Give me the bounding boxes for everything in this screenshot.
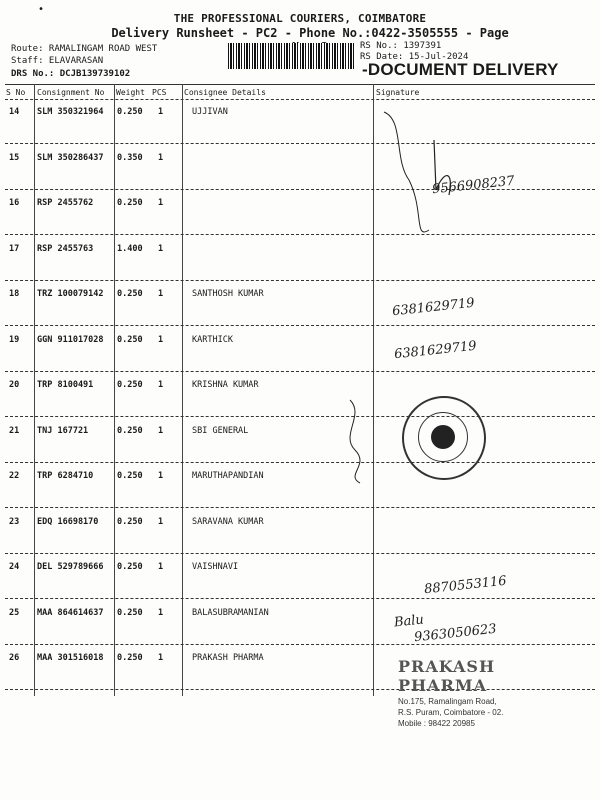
row-sno: 19 (9, 334, 20, 345)
table-row (0, 426, 600, 471)
row-consignment: GGN 911017028 (37, 334, 104, 345)
header-rule-bottom (5, 99, 595, 100)
row-consignee: VAISHNAVI (192, 562, 239, 572)
runsheet-title: Delivery Runsheet - PC2 - Phone No.:0422-3505555 - Page (111, 26, 509, 40)
row-divider (5, 325, 595, 326)
row-consignment: EDQ 16698170 (37, 516, 99, 527)
row-consignee: SANTHOSH KUMAR (192, 289, 264, 299)
row-divider (5, 598, 595, 599)
row-pcs: 1 (158, 152, 164, 163)
row-pcs: 1 (158, 334, 164, 345)
col-signature: Signature (376, 88, 420, 97)
row-weight: 0.250 (117, 425, 143, 436)
row-sno: 14 (9, 107, 20, 117)
row-consignment: MAA 864614637 (37, 607, 104, 618)
consignee-stamp (398, 657, 558, 728)
table-row (0, 471, 600, 516)
row-sno: 23 (9, 516, 20, 527)
row-weight: 0.250 (117, 107, 143, 117)
header-rule-top (5, 84, 595, 85)
row-divider (5, 416, 595, 417)
row-consignee: KARTHICK (192, 334, 233, 345)
row-sno: 20 (9, 380, 20, 390)
row-consignee: MARUTHAPANDIAN (192, 471, 264, 481)
row-pcs: 1 (158, 471, 164, 481)
row-consignment: RSP 2455763 (37, 243, 94, 254)
barcode (228, 43, 356, 69)
row-consignment: SLM 350286437 (37, 152, 104, 163)
row-consignment: MAA 301516018 (37, 653, 104, 663)
row-pcs: 1 (158, 653, 164, 663)
row-pcs: 1 (158, 425, 164, 436)
col-pcs: PCS (152, 88, 167, 97)
row-consignee: SBI GENERAL (192, 425, 249, 436)
row-sno: 21 (9, 425, 20, 436)
row-sno: 17 (9, 243, 20, 254)
row-sno: 15 (9, 152, 20, 163)
handwritten-phone: 6381629719 (393, 338, 478, 363)
row-weight: 0.250 (117, 653, 143, 663)
row-divider (5, 234, 595, 235)
col-consignment: Consignment No (37, 88, 105, 97)
row-consignee: UJJIVAN (192, 107, 228, 117)
row-divider (5, 507, 595, 508)
row-divider (5, 644, 595, 645)
table-row (0, 608, 600, 653)
row-weight: 0.250 (117, 607, 143, 618)
row-consignee: BALASUBRAMANIAN (192, 607, 269, 618)
row-pcs: 1 (158, 607, 164, 618)
row-pcs: 1 (158, 516, 164, 527)
row-divider (5, 280, 595, 281)
row-consignment: TRZ 100079142 (37, 289, 104, 299)
seal-inner-ring (418, 412, 468, 462)
row-weight: 0.250 (117, 198, 143, 208)
row-pcs: 1 (158, 243, 164, 254)
drs-label: DRS No.: DCJB139739102 (11, 69, 131, 79)
company-title: THE PROFESSIONAL COURIERS, COIMBATORE (173, 12, 427, 25)
row-consignment: RSP 2455762 (37, 198, 94, 208)
route-label: Route: RAMALINGAM ROAD WEST (11, 44, 158, 54)
row-consignee: SARAVANA KUMAR (192, 516, 264, 527)
row-consignment: TRP 6284710 (37, 471, 94, 481)
table-row (0, 244, 600, 289)
stamp-city: R.S. Puram, Coimbatore - 02. (398, 708, 504, 717)
row-pcs: 1 (158, 380, 164, 390)
staff-label: Staff: ELAVARASAN (11, 56, 104, 66)
row-sno: 16 (9, 198, 20, 208)
row-weight: 0.250 (117, 516, 143, 527)
handwritten-phone: 8870553116 (423, 573, 508, 598)
row-consignment: TNJ 167721 (37, 425, 89, 436)
table-row (0, 289, 600, 334)
row-weight: 0.250 (117, 380, 143, 390)
row-divider (5, 553, 595, 554)
table-header (0, 86, 600, 100)
seal-emblem (431, 425, 455, 449)
row-weight: 0.250 (117, 289, 143, 299)
table-row (0, 562, 600, 607)
col-sno: S No (6, 88, 26, 97)
col-weight: Weight (116, 88, 145, 97)
company-seal (402, 396, 486, 480)
table-row (0, 107, 600, 152)
table-row (0, 198, 600, 243)
row-sno: 24 (9, 562, 20, 572)
row-pcs: 1 (158, 562, 164, 572)
row-weight: 0.250 (117, 562, 143, 572)
row-weight: 0.250 (117, 334, 143, 345)
row-weight: 1.400 (117, 243, 143, 254)
row-pcs: 1 (158, 107, 164, 117)
stamp-mobile: Mobile : 98422 20985 (398, 719, 475, 728)
row-weight: 0.250 (117, 471, 143, 481)
handwritten-phone: 9363050623 (413, 621, 498, 646)
col-consignee: Consignee Details (184, 88, 266, 97)
stamp-address: No.175, Ramalingam Road, (398, 697, 497, 706)
rs-date: RS Date: 15-Jul-2024 (360, 52, 469, 62)
table-row (0, 335, 600, 380)
corner-mark: • (38, 4, 45, 15)
signature-scribble (374, 100, 484, 250)
handwritten-phone: 6381629719 (391, 295, 476, 320)
signature-scribble (330, 395, 390, 485)
rs-number: RS No.: 1397391 (360, 41, 442, 51)
row-pcs: 1 (158, 289, 164, 299)
row-consignment: DEL 529789666 (37, 562, 104, 572)
row-weight: 0.350 (117, 152, 143, 163)
row-divider (5, 462, 595, 463)
handwritten-name: Balu (393, 612, 425, 631)
row-consignment: TRP 8100491 (37, 380, 94, 390)
stamp-name: PRAKASH PHARMA (398, 657, 496, 695)
row-consignee: KRISHNA KUMAR (192, 380, 259, 390)
row-sno: 25 (9, 607, 20, 618)
table-row (0, 517, 600, 562)
row-consignment: SLM 350321964 (37, 107, 104, 117)
row-pcs: 1 (158, 198, 164, 208)
handwritten-phone: 9566908237 (431, 173, 516, 198)
row-sno: 22 (9, 471, 20, 481)
row-sno: 18 (9, 289, 20, 299)
row-divider (5, 143, 595, 144)
row-consignee: PRAKASH PHARMA (192, 653, 264, 663)
table-row (0, 380, 600, 425)
row-sno: 26 (9, 653, 20, 663)
document-type: -DOCUMENT DELIVERY (362, 60, 559, 79)
row-divider (5, 371, 595, 372)
